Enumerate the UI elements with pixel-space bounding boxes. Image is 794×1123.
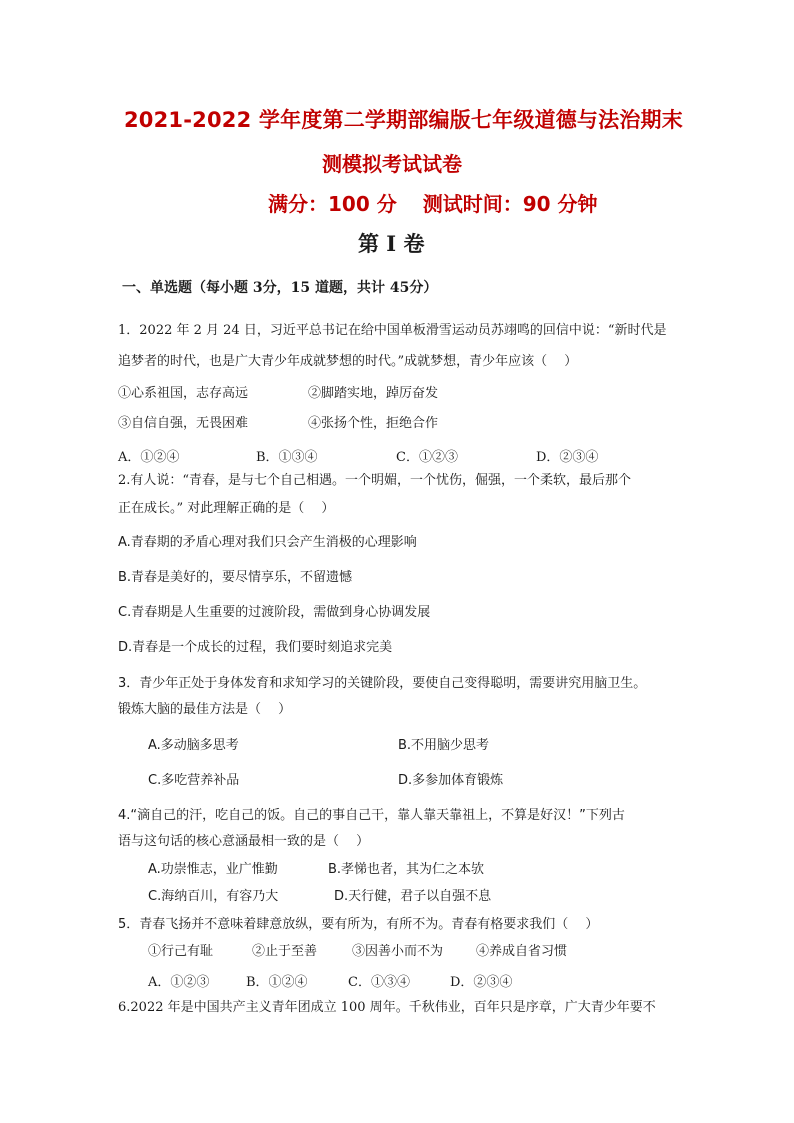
exam-title-line1: 2021-2022 学年度第二学期部编版七年级道德与法治期末 — [124, 108, 683, 132]
q4-option-c: C.海纳百川，有容乃大 — [148, 889, 279, 904]
volume-heading: 第 I 卷 — [358, 231, 425, 256]
q5-option-a: A．①②③ — [148, 975, 210, 990]
q5-stem-line1: 5．青春飞扬并不意味着肆意放纵，要有所为，有所不为。青春有格要求我们（ ） — [118, 917, 599, 932]
q2-option-d: D.青春是一个成长的过程，我们要时刻追求完美 — [118, 640, 393, 655]
q1-option-a: A．①②④ — [118, 450, 180, 465]
full-score: 满分：100 分 — [268, 192, 397, 216]
q1-statement-4: ④张扬个性，拒绝合作 — [308, 416, 439, 431]
q5-option-c: C．①③④ — [348, 975, 410, 990]
q1-option-d: D．②③④ — [536, 450, 599, 465]
q4-stem-line1: 4.“滴自己的汗，吃自己的饭。自己的事自己干，靠人靠天靠祖上，不算是好汉！”下列古 — [118, 808, 625, 823]
q2-stem-line2: 正在成长。” 对此理解正确的是（ ） — [118, 501, 335, 516]
exam-title-line2: 测模拟考试试卷 — [322, 152, 462, 176]
q5-statement-2: ②止于至善 — [252, 944, 318, 959]
q2-stem-line1: 2.有人说：“青春，是与七个自己相遇。一个明媚，一个忧伤，倔强，一个柔软，最后那个 — [118, 473, 632, 488]
q4-option-d: D.天行健，君子以自强不息 — [334, 889, 492, 904]
q5-statement-4: ④养成自省习惯 — [476, 944, 568, 959]
q3-option-c: C.多吃营养补品 — [148, 773, 240, 788]
test-time: 测试时间：90 分钟 — [422, 192, 598, 216]
q1-statement-2: ②脚踏实地，踔厉奋发 — [308, 386, 439, 401]
q1-stem-line2: 追梦者的时代，也是广大青少年成就梦想的时代。”成就梦想，青少年应该（ ） — [118, 354, 578, 369]
q2-option-a: A.青春期的矛盾心理对我们只会产生消极的心理影响 — [118, 535, 417, 550]
section-heading: 一、单选题（每小题 3分，15 道题，共计 45分） — [122, 280, 438, 296]
q4-option-b: B.孝悌也者，其为仁之本欤 — [328, 862, 485, 877]
exam-score-time — [268, 188, 598, 217]
q6-stem-line1: 6.2022 年是中国共产主义青年团成立 100 周年。千秋伟业，百年只是序章，广大青少年要不 — [118, 1000, 656, 1015]
q4-stem-line2: 语与这句话的核心意涵最相一致的是（ ） — [118, 834, 370, 849]
q1-statement-1: ①心系祖国，志存高远 — [118, 386, 249, 401]
q1-option-c: C．①②③ — [396, 450, 458, 465]
q1-statement-3: ③自信自强，无畏困难 — [118, 416, 249, 431]
q2-option-c: C.青春期是人生重要的过渡阶段，需做到身心协调发展 — [118, 605, 431, 620]
q5-option-b: B．①②④ — [246, 975, 308, 990]
q3-stem-line1: 3．青少年正处于身体发育和求知学习的关键阶段，要使自己变得聪明，需要讲究用脑卫生。 — [118, 676, 647, 691]
q3-option-b: B.不用脑少思考 — [398, 738, 490, 753]
q1-stem-line1: 1．2022 年 2 月 24 日，习近平总书记在给中国单板滑雪运动员苏翊鸣的回信中说：“新时代是 — [118, 323, 667, 338]
q5-statement-3: ③因善小而不为 — [352, 944, 444, 959]
q5-option-d: D．②③④ — [450, 975, 513, 990]
q1-option-b: B．①③④ — [256, 450, 318, 465]
q4-option-a: A.功崇惟志，业广惟勤 — [148, 862, 278, 877]
q3-option-d: D.多参加体育锻炼 — [398, 773, 504, 788]
q2-option-b: B.青春是美好的，要尽情享乐，不留遗憾 — [118, 570, 353, 585]
q3-stem-line2: 锻炼大脑的最佳方法是（ ） — [118, 702, 292, 717]
q5-statement-1: ①行己有耻 — [148, 944, 214, 959]
q3-option-a: A.多动脑多思考 — [148, 738, 239, 753]
